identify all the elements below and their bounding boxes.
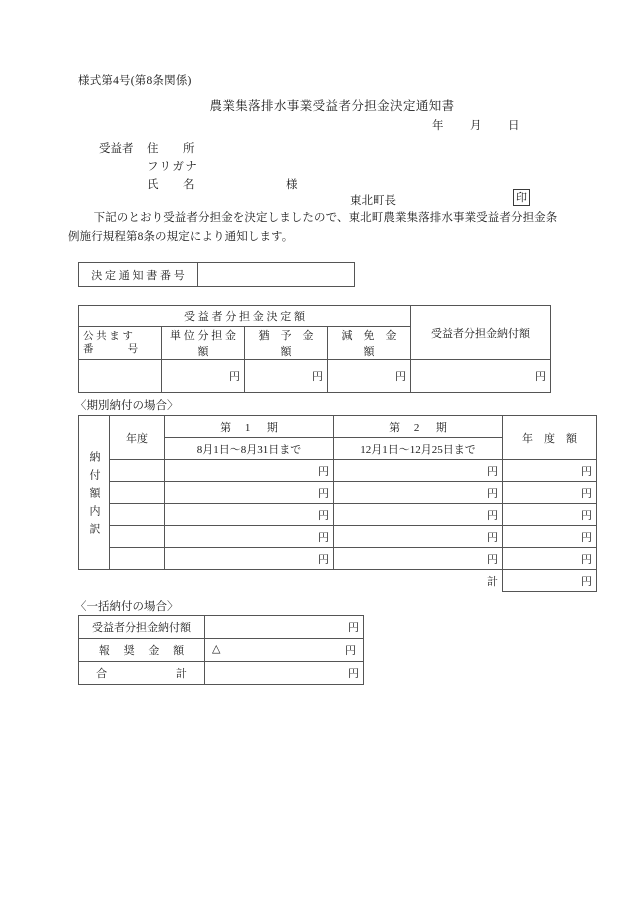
payment-amount-yen: 円 [535,371,546,383]
honorific-label: 様 [286,179,298,191]
total-spacer-2 [110,570,165,592]
installment-period2-5[interactable] [334,548,503,570]
table-row [79,548,597,570]
public-box-number-header [79,327,162,360]
yen-symbol: 円 [487,509,498,522]
installment-caption: 〈期別納付の場合〉 [75,400,179,412]
deferment-value[interactable] [245,360,328,393]
unit-share-value[interactable] [162,360,245,393]
period2-title: 第 2 期 [334,416,503,438]
installment-vertical-label-cell [79,416,110,570]
page-title: 農業集落排水事業受益者分担金決定通知書 [209,99,455,113]
reduction-header: 減 免 金 額 [328,327,411,360]
table-row [79,360,551,393]
reduction-value[interactable] [328,360,411,393]
seal-stamp-icon: 印 [513,189,530,206]
lumpsum-label-2: 報 奨 金 額 [79,639,205,662]
issuer-label: 東北町長 [350,195,396,207]
table-row [79,482,597,504]
table-row-header [79,416,597,438]
table-row-group-header [79,306,551,327]
installment-period2-1[interactable] [334,460,503,482]
installment-year-1[interactable] [110,460,165,482]
yen-symbol: 円 [581,509,592,522]
table-row-total [79,570,597,592]
address-field-label: 住 所 [147,143,195,155]
installment-year-2[interactable] [110,482,165,504]
total-spacer-1 [79,570,110,592]
grand-total-value[interactable] [503,570,597,592]
public-box-header-line2: 番 号 [83,344,139,355]
period1-range: 8月1日～8月31日まで [165,438,334,460]
lumpsum-caption: 〈一括納付の場合〉 [75,601,179,613]
notice-number-value[interactable] [198,263,355,287]
reduction-yen: 円 [395,371,406,383]
date-day-label: 日 [508,120,520,132]
yen-symbol: 円 [581,553,592,566]
table-row [79,263,355,287]
installment-yeartotal-2[interactable] [503,482,597,504]
installment-year-3[interactable] [110,504,165,526]
amounts-table [78,305,551,393]
table-row [79,526,597,548]
table-row [79,662,364,685]
yen-symbol: 円 [581,465,592,478]
deferment-yen: 円 [312,371,323,383]
year-header: 年度 [110,416,165,460]
furigana-field-label: フリガナ [147,161,199,173]
yen-symbol: 円 [487,465,498,478]
lumpsum-value-2-inner [209,642,359,658]
yen-symbol: 円 [487,487,498,500]
grand-total-label: 計 [334,570,503,592]
yen-symbol: 円 [318,465,329,478]
yen-symbol: 円 [318,487,329,500]
yen-symbol: 円 [581,487,592,500]
deferment-header: 猶 予 金 額 [245,327,328,360]
installment-period1-1[interactable] [165,460,334,482]
form-number: 様式第4号(第8条関係) [78,75,192,87]
year-total-header: 年 度 額 [503,416,597,460]
table-row [79,460,597,482]
lumpsum-value-2[interactable] [205,639,364,662]
payment-amount-header: 受益者分担金納付額 [411,306,551,360]
notice-number-table [78,262,355,287]
yen-symbol: 円 [581,575,592,588]
installment-vertical-label: 納付額内訳 [88,450,100,541]
period2-range: 12月1日～12月25日まで [334,438,503,460]
minus-mark-icon: △ [212,643,221,655]
unit-share-yen: 円 [229,371,240,383]
yen-symbol: 円 [487,553,498,566]
body-paragraph: 下記のとおり受益者分担金を決定しましたので、東北町農業集落排水事業受益者分担金条例施行規程第8条の規定により通知します。 [68,212,558,243]
lumpsum-label-3: 合 計 [79,662,205,685]
installment-year-5[interactable] [110,548,165,570]
lumpsum-table [78,615,364,685]
payment-amount-value[interactable] [411,360,551,393]
yen-symbol: 円 [348,622,359,634]
amounts-group-header: 受 益 者 分 担 金 決 定 額 [79,306,411,327]
installment-yeartotal-4[interactable] [503,526,597,548]
installment-year-4[interactable] [110,526,165,548]
lumpsum-value-1[interactable] [205,616,364,639]
name-field-label: 氏 名 [147,179,195,191]
yen-symbol: 円 [318,531,329,544]
lumpsum-value-3[interactable] [205,662,364,685]
installment-yeartotal-1[interactable] [503,460,597,482]
installment-period1-2[interactable] [165,482,334,504]
installment-yeartotal-5[interactable] [503,548,597,570]
yen-symbol: 円 [318,553,329,566]
table-row [79,639,364,662]
total-spacer-3 [165,570,334,592]
installment-yeartotal-3[interactable] [503,504,597,526]
yen-symbol: 円 [581,531,592,544]
date-year-label: 年 [432,120,444,132]
installment-period1-3[interactable] [165,504,334,526]
yen-symbol: 円 [318,509,329,522]
installment-period2-4[interactable] [334,526,503,548]
yen-symbol: 円 [348,668,359,680]
installment-period1-5[interactable] [165,548,334,570]
installment-period2-3[interactable] [334,504,503,526]
table-row [79,616,364,639]
table-row [79,504,597,526]
recipient-label: 受益者 [99,143,134,155]
notice-number-label: 決 定 通 知 書 番 号 [79,263,198,287]
installment-table [78,415,597,592]
public-box-number-value[interactable] [79,360,162,393]
unit-share-header: 単 位 分 担 金 額 [162,327,245,360]
period1-title: 第 1 期 [165,416,334,438]
installment-period2-2[interactable] [334,482,503,504]
yen-symbol: 円 [345,645,356,657]
lumpsum-label-1: 受益者分担金納付額 [79,616,205,639]
public-box-header-line1: 公 共 ま す [83,331,133,342]
installment-period1-4[interactable] [165,526,334,548]
date-month-label: 月 [470,120,482,132]
yen-symbol: 円 [487,531,498,544]
date-line [432,117,520,133]
